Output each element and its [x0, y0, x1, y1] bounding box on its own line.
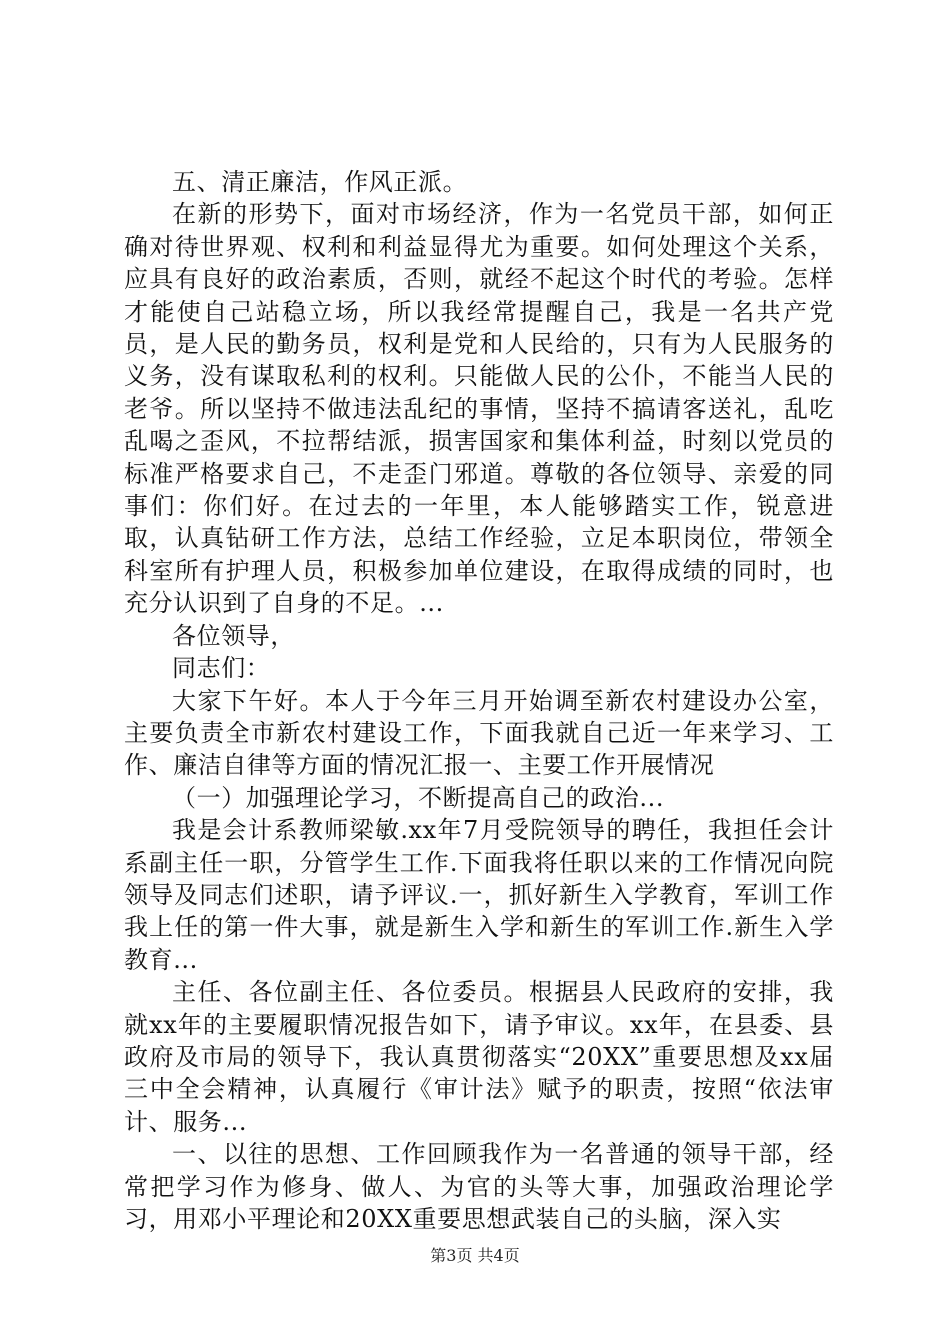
paragraph-salutation-comrades: 同志们： [172, 654, 271, 683]
paragraph-heading-five: 五、清正廉洁，作风正派。 [172, 168, 468, 196]
paragraph-accounting-dept: 我是会计系教师梁敏.xx年7月受院领导的聘任，我担任会计系副主任一职，分管学生工作.下面我将任职以来的工作情况向院领导及同志们述职，请予评议.一，抓好新生入学教育，军训工作我上任的第一件大事，就是新生入学和新生的军训工作.新生入学教育... [124, 816, 834, 974]
paragraph-review: 一、以往的思想、工作回顾我作为一名普通的领导干部，经常把学习作为修身、做人、为官的头等大事，加强政治理论学习，用邓小平理论和20XX重要思想武装自己的头脑，深入实 [124, 1140, 834, 1233]
paragraph-report-intro: 大家下午好。本人于今年三月开始调至新农村建设办公室，主要负责全市新农村建设工作，下面我就自己近一年来学习、工作、廉洁自律等方面的情况汇报一、主要工作开展情况 [124, 686, 834, 780]
paragraph-theory-study: （一）加强理论学习，不断提高自己的政治... [172, 783, 665, 812]
document-body [124, 166, 834, 1235]
paragraph-salutation-leaders: 各位领导， [172, 621, 295, 650]
page-number-footer: 第3页 共4页 [430, 1246, 520, 1265]
paragraph-integrity: 在新的形势下，面对市场经济，作为一名党员干部，如何正确对待世界观、权利和利益显得尤为重要。如何处理这个关系，应具有良好的政治素质，否则，就经不起这个时代的考验。怎样才能使自己站稳立场，所以我经常提醒自己，我是一名共产党员，是人民的勤务员，权利是党和人民给的，只有为人民服务的义务，没有谋取私利的权利。只能做人民的公仆，不能当人民的老爷。所以坚持不做违法乱纪的事情，坚持不搞请客送礼，乱吃乱喝之歪风，不拉帮结派，损害国家和集体利益，时刻以党员的标准严格要求自己，不走歪门邪道。尊敬的各位领导、亲爱的同事们：你们好。在过去的一年里，本人能够踏实工作，锐意进取，认真钻研工作方法，总结工作经验，立足本职岗位，带领全科室所有护理人员，积极参加单位建设，在取得成绩的同时，也充分认识到了自身的不足。... [124, 200, 834, 618]
paragraph-audit-report: 主任、各位副主任、各位委员。根据县人民政府的安排，我就xx年的主要履职情况报告如下，请予审议。xx年，在县委、县政府及市局的领导下，我认真贯彻落实“20XX”重要思想及xx届三中全会精神，认真履行《审计法》赋予的职责，按照“依法审计、服务... [124, 978, 834, 1136]
